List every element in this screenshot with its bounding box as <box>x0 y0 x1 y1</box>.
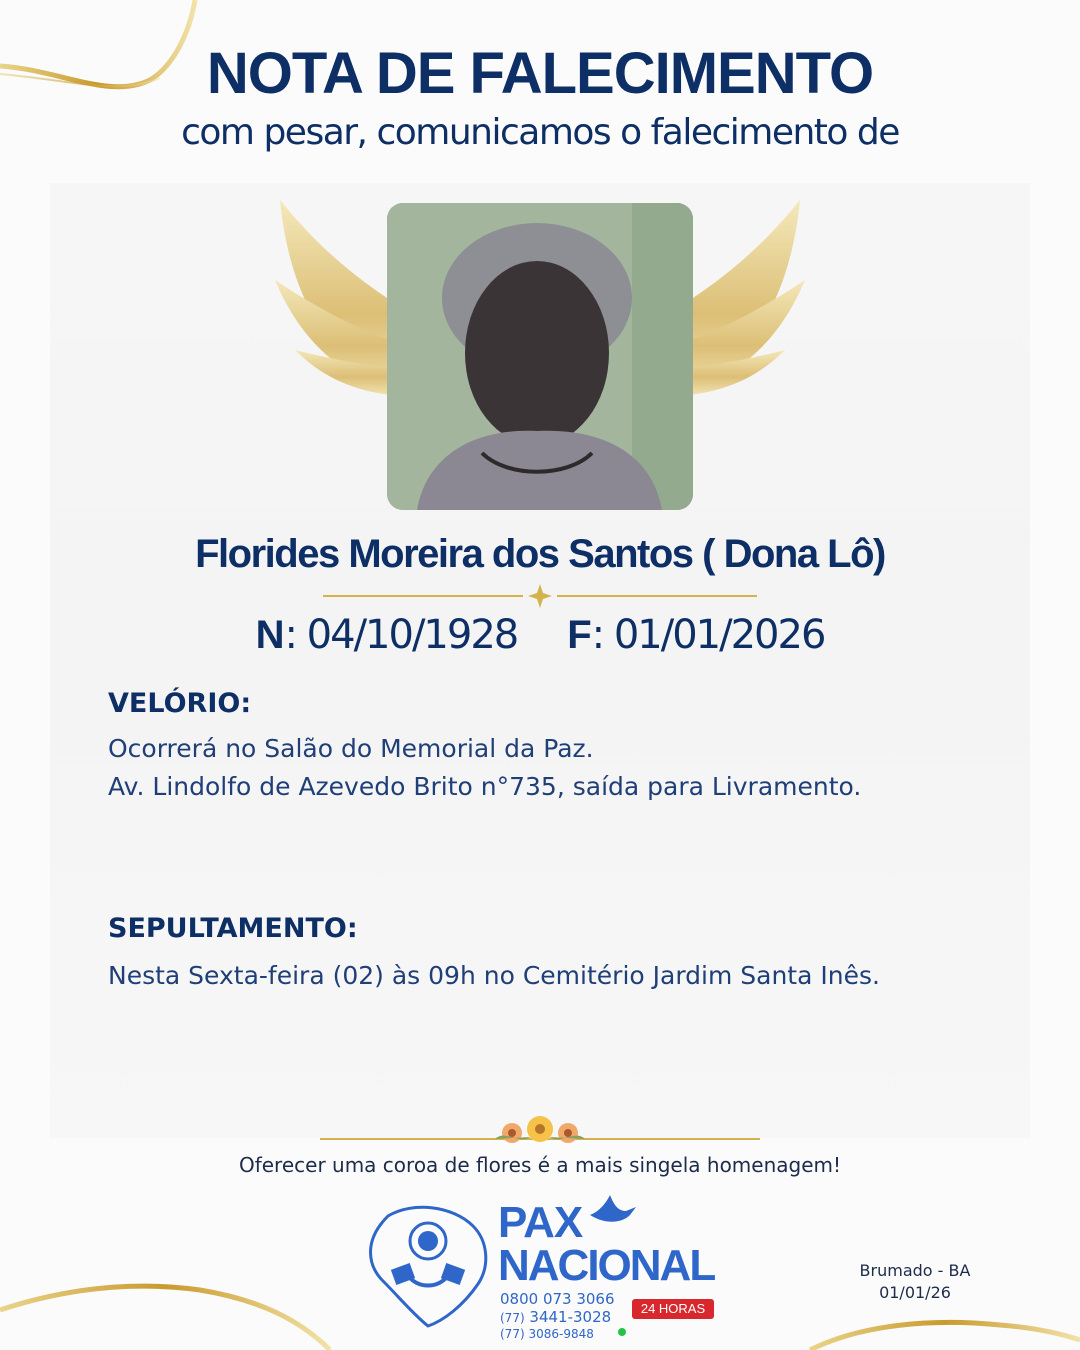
location: Brumado - BA <box>859 1261 971 1280</box>
deceased-name: Florides Moreira dos Santos ( Dona Lô) <box>195 532 885 576</box>
whatsapp-icon <box>618 1328 626 1336</box>
dove-icon <box>588 1193 638 1229</box>
location-block <box>835 1260 995 1304</box>
velorio-line-2: Av. Lindolfo de Azevedo Brito n°735, saída para Livramento. <box>108 772 862 801</box>
portrait-placeholder <box>387 203 693 510</box>
life-dates: N: 04/10/1928 F: 01/01/2026 <box>255 612 825 658</box>
velorio-heading: VELÓRIO: <box>108 688 252 719</box>
portrait-photo <box>387 203 693 510</box>
velorio-line-1: Ocorrerá no Salão do Memorial da Paz. <box>108 734 594 763</box>
flower-icon <box>300 1105 780 1155</box>
page-title: NOTA DE FALECIMENTO <box>206 41 874 106</box>
death-date: 01/01/2026 <box>613 612 825 658</box>
phone-local-number: 3441-3028 <box>529 1308 612 1326</box>
post-date: 01/01/26 <box>879 1283 951 1302</box>
page-subtitle: com pesar, comunicamos o falecimento de <box>181 112 899 153</box>
tagline: Oferecer uma coroa de flores é a mais singela homenagem! <box>238 1153 842 1177</box>
brand-name-line-1: PAX <box>498 1198 583 1247</box>
phone-local-prefix: (77) <box>500 1311 525 1325</box>
phone-whatsapp: (77) 3086-9848 <box>500 1327 594 1341</box>
24h-badge: 24 HORAS <box>632 1299 714 1319</box>
brand-name-line-2: NACIONAL <box>498 1241 715 1290</box>
phone-tollfree: 0800 073 3066 <box>500 1290 615 1308</box>
gold-divider <box>323 584 757 608</box>
birth-label: N <box>255 613 285 657</box>
phone-local <box>500 1308 611 1326</box>
birth-date: 04/10/1928 <box>306 612 518 658</box>
handshake-icon <box>358 1196 493 1328</box>
death-label: F <box>567 613 592 657</box>
sepultamento-heading: SEPULTAMENTO: <box>108 913 358 944</box>
sepultamento-line-1: Nesta Sexta-feira (02) às 09h no Cemitério Jardim Santa Inês. <box>108 961 880 990</box>
star-icon <box>528 584 552 608</box>
